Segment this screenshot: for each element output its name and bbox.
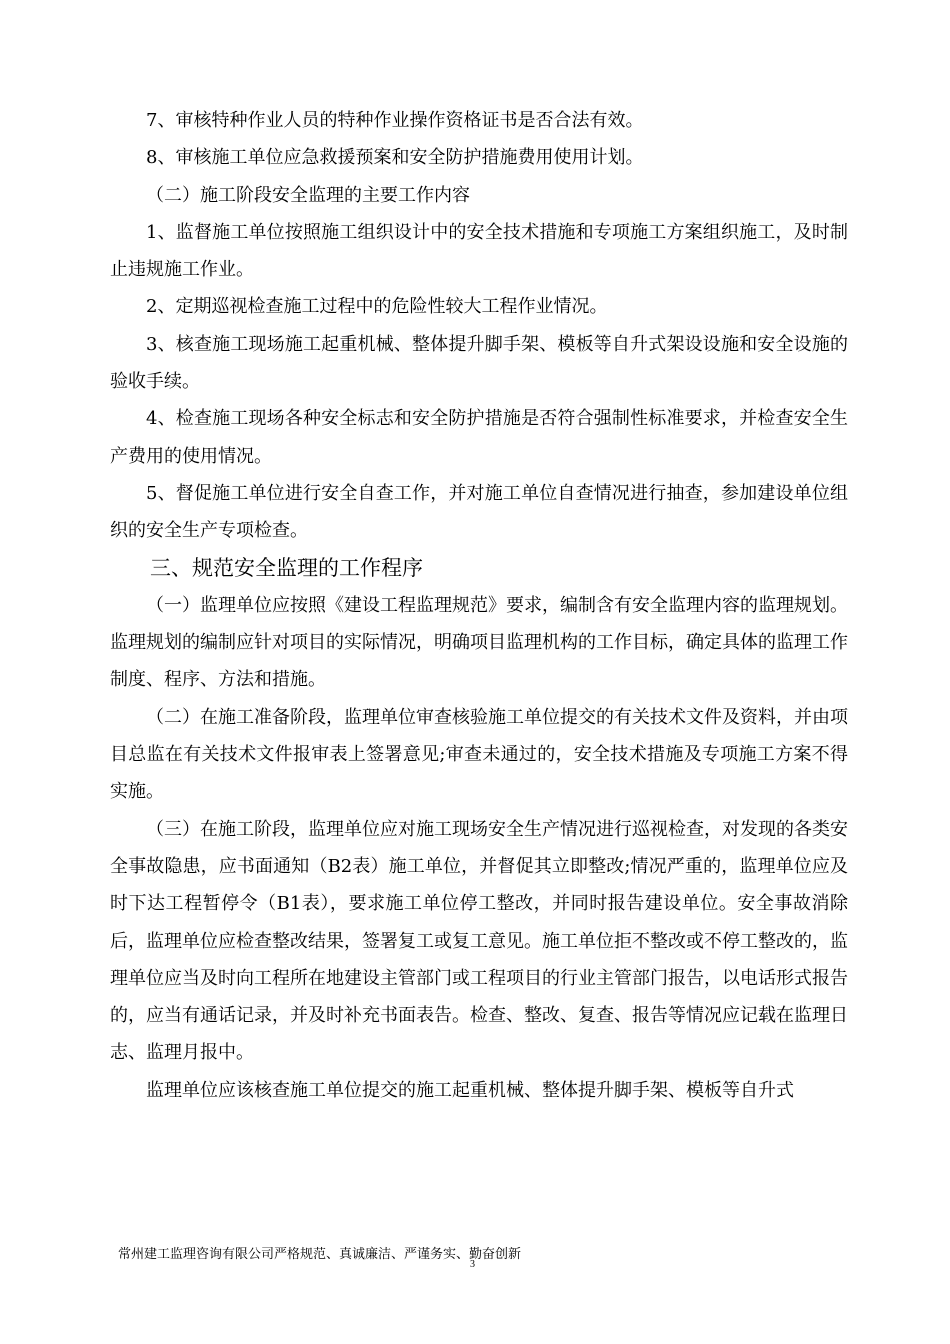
paragraph: 7、审核特种作业人员的特种作业操作资格证书是否合法有效。 <box>146 110 644 131</box>
paragraph: 4、检查施工现场各种安全标志和安全防护措施是否符合强制性标准要求，并检查安全生产费用的使用情况。 <box>110 408 848 467</box>
subsection-heading: （二）施工阶段安全监理的主要工作内容 <box>146 184 470 206</box>
section-heading: 三、规范安全监理的工作程序 <box>150 555 423 580</box>
paragraph: 监理单位应该核查施工单位提交的施工起重机械、整体提升脚手架、模板等自升式 <box>146 1079 794 1101</box>
paragraph: 2、定期巡视检查施工过程中的危险性较大工程作业情况。 <box>146 296 608 318</box>
paragraph: （一）监理单位应按照《建设工程监理规范》要求，编制含有安全监理内容的监理规划。监理规划的编制应针对项目的实际情况，明确项目监理机构的工作目标，确定具体的监理工作制度、程序、方法和措施。 <box>110 594 848 691</box>
paragraph: 5、督促施工单位进行安全自查工作，并对施工单位自查情况进行抽查，参加建设单位组织的安全生产专项检查。 <box>110 482 848 542</box>
document-body <box>110 102 848 1109</box>
paragraph: 1、监督施工单位按照施工组织设计中的安全技术措施和专项施工方案组织施工，及时制止违规施工作业。 <box>110 221 848 281</box>
footer-slogan: 常州建工监理咨询有限公司严格规范、真诚廉洁、严谨务实、勤奋创新 <box>118 1247 522 1262</box>
page-number: 3 <box>470 1259 475 1270</box>
paragraph: （三）在施工阶段，监理单位应对施工现场安全生产情况进行巡视检查，对发现的各类安全事故隐患，应书面通知（B2表）施工单位，并督促其立即整改;情况严重的，监理单位应及时下达工程暂停令（B1表），要求施工单位停工整改，并同时报告建设单位。安全事故消除后，监理单位应检查整改结果，签署复工或复工意见。施工单位拒不整改或不停工整改的，监理单位应当及时向工程所在地建设主管部门或工程项目的行业主管部门报告，以电话形式报告的，应当有通话记录，并及时补充书面表告。检查、整改、复查、报告等情况应记载在监理日志、监理月报中。 <box>110 818 848 1064</box>
paragraph: 8、审核施工单位应急救援预案和安全防护措施费用使用计划。 <box>146 147 644 169</box>
paragraph: 3、核查施工现场施工起重机械、整体提升脚手架、模板等自升式架设设施和安全设施的验收手续。 <box>110 333 848 393</box>
paragraph: （二）在施工准备阶段，监理单位审查核验施工单位提交的有关技术文件及资料，并由项目总监在有关技术文件报审表上签署意见;审查未通过的，安全技术措施及专项施工方案不得实施。 <box>110 706 848 803</box>
